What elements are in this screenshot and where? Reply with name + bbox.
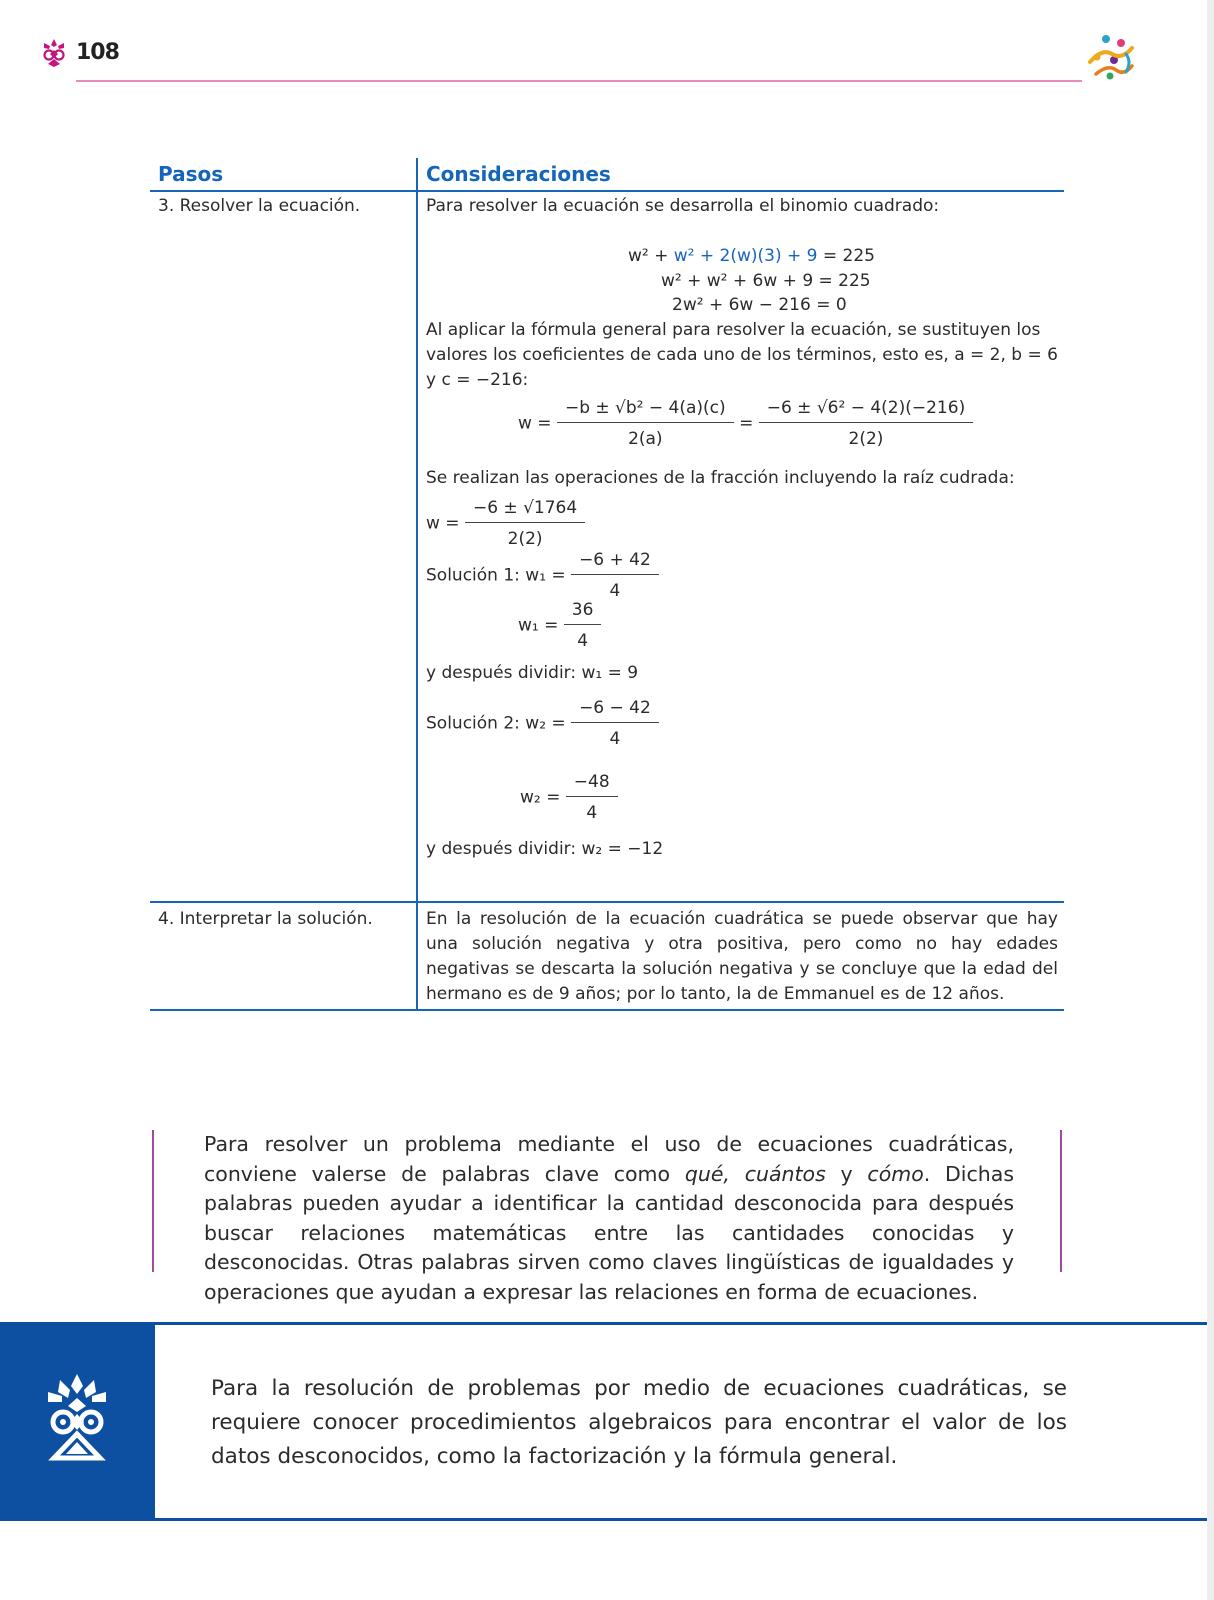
note-box — [152, 1130, 1062, 1304]
solution-1b-denominator: 4 — [577, 631, 589, 651]
equation-2: w² + w² + 6w + 9 = 225 — [661, 271, 871, 291]
solution-1-simplified — [518, 600, 601, 651]
row3-intro: Para resolver la ecuación se desarrolla el binomio cuadrado: — [426, 196, 940, 216]
note-part-3: . Dichas palabras pueden ayudar a identificar la cantidad desconocida para después buscar relaciones matemáticas entre las cantidades conocidas y desconocidas. Otras palabras sirven como claves lingüísticas de igualdades y operaciones que ayudan a expresar las relaciones en forma de ecuaciones. — [204, 1161, 1015, 1304]
note-right-bar — [1060, 1130, 1062, 1272]
solution-1 — [426, 550, 659, 601]
column-header-considerations: Consideraciones — [426, 162, 611, 186]
solution-2b-fraction — [566, 772, 618, 823]
w-numerator: −6 ± √1764 — [465, 498, 585, 523]
w-denominator: 2(2) — [507, 529, 543, 549]
solution-2-result: y después dividir: w₂ = −12 — [426, 839, 664, 859]
formula-equals: = — [739, 413, 754, 434]
band-bottom-rule — [0, 1518, 1214, 1521]
solution-1b-fraction — [564, 600, 602, 651]
general-formula — [518, 398, 973, 449]
solution-2b-numerator: −48 — [566, 772, 618, 797]
solution-2b-lhs: w₂ = — [520, 787, 561, 808]
formula-numerator-1: −b ± √b² − 4(a)(c) — [557, 398, 734, 423]
solution-2-simplified — [520, 772, 618, 823]
page-number: 108 — [76, 40, 119, 65]
note-text — [204, 1130, 1014, 1307]
row4-text: En la resolución de la ecuación cuadrática se puede observar que hay una solución negativa y otra positiva, pero como no hay edades negativas se descarta la solución negativa y se concluye que la edad del hermano es de 9 años; por lo tanto, la de Emmanuel es de 12 años. — [426, 909, 1058, 1004]
header-rule — [76, 80, 1082, 82]
solution-1-label: Solución 1: w₁ = — [426, 565, 566, 586]
note-part-1: Para resolver un problema mediante el uso de ecuaciones cuadráticas, conviene valerse de palabras clave como — [204, 1132, 1014, 1186]
note-left-bar — [152, 1130, 154, 1272]
formula-fraction-2 — [759, 398, 973, 449]
row-divider — [150, 901, 1064, 903]
solution-1-numerator: −6 + 42 — [571, 550, 659, 575]
solution-1b-lhs: w₁ = — [518, 615, 559, 636]
band-top-rule — [0, 1322, 1214, 1325]
note-keyword-2: cómo — [867, 1161, 924, 1186]
equation-1 — [628, 246, 875, 266]
solution-2-fraction — [571, 698, 659, 749]
equation-1-highlight: w² + 2(w)(3) + 9 — [673, 246, 818, 266]
band-text: Para la resolución de problemas por medio de ecuaciones cuadráticas, se requiere conocer procedimientos algebraicos para encontrar el valor de los datos desconocidos, como la factorización y la fórmula general. — [211, 1376, 1067, 1469]
formula-lhs: w = — [518, 413, 552, 434]
operations-text: Se realizan las operaciones de la fracción incluyendo la raíz cudrada: — [426, 468, 1015, 488]
table-bottom-rule — [150, 1009, 1064, 1011]
w-fraction — [426, 498, 585, 549]
step-4-label: 4. Interpretar la solución. — [158, 909, 373, 929]
formula-denominator-1: 2(a) — [628, 429, 663, 449]
flower-ornament-icon — [40, 38, 68, 68]
column-divider — [416, 158, 418, 1010]
note-keyword-1: qué, cuántos — [684, 1161, 826, 1186]
formula-explanation: Al aplicar la fórmula general para resolver la ecuación, se sustituyen los valores los coeficientes de cada uno de los términos, esto es, a = 2, b = 6 y c = −216: — [426, 320, 1058, 390]
formula-numerator-2: −6 ± √6² − 4(2)(−216) — [759, 398, 973, 423]
page-edge — [1207, 0, 1214, 1600]
solution-2-label: Solución 2: w₂ = — [426, 713, 566, 734]
solution-1b-numerator: 36 — [564, 600, 602, 625]
equation-1-part-a: w² + — [628, 246, 674, 266]
equation-1-part-c: = 225 — [817, 246, 875, 266]
solution-2b-denominator: 4 — [586, 803, 598, 823]
flower-ornament-icon — [42, 1372, 112, 1462]
formula-denominator-2: 2(2) — [848, 429, 884, 449]
w-lhs: w = — [426, 513, 460, 534]
solution-1-result: y después dividir: w₁ = 9 — [426, 663, 639, 683]
step-3-label: 3. Resolver la ecuación. — [158, 196, 361, 216]
dancing-figures-logo-icon — [1086, 32, 1138, 84]
solution-1-fraction — [571, 550, 659, 601]
equation-3: 2w² + 6w − 216 = 0 — [672, 295, 847, 315]
solution-2 — [426, 698, 659, 749]
solution-1-denominator: 4 — [609, 581, 621, 601]
formula-fraction-1 — [557, 398, 734, 449]
solution-2-numerator: −6 − 42 — [571, 698, 659, 723]
solution-2-denominator: 4 — [609, 729, 621, 749]
w-fraction-body — [465, 498, 585, 549]
note-part-2: y — [825, 1161, 868, 1186]
header-rule-table — [150, 190, 1064, 192]
column-header-steps: Pasos — [158, 162, 224, 186]
